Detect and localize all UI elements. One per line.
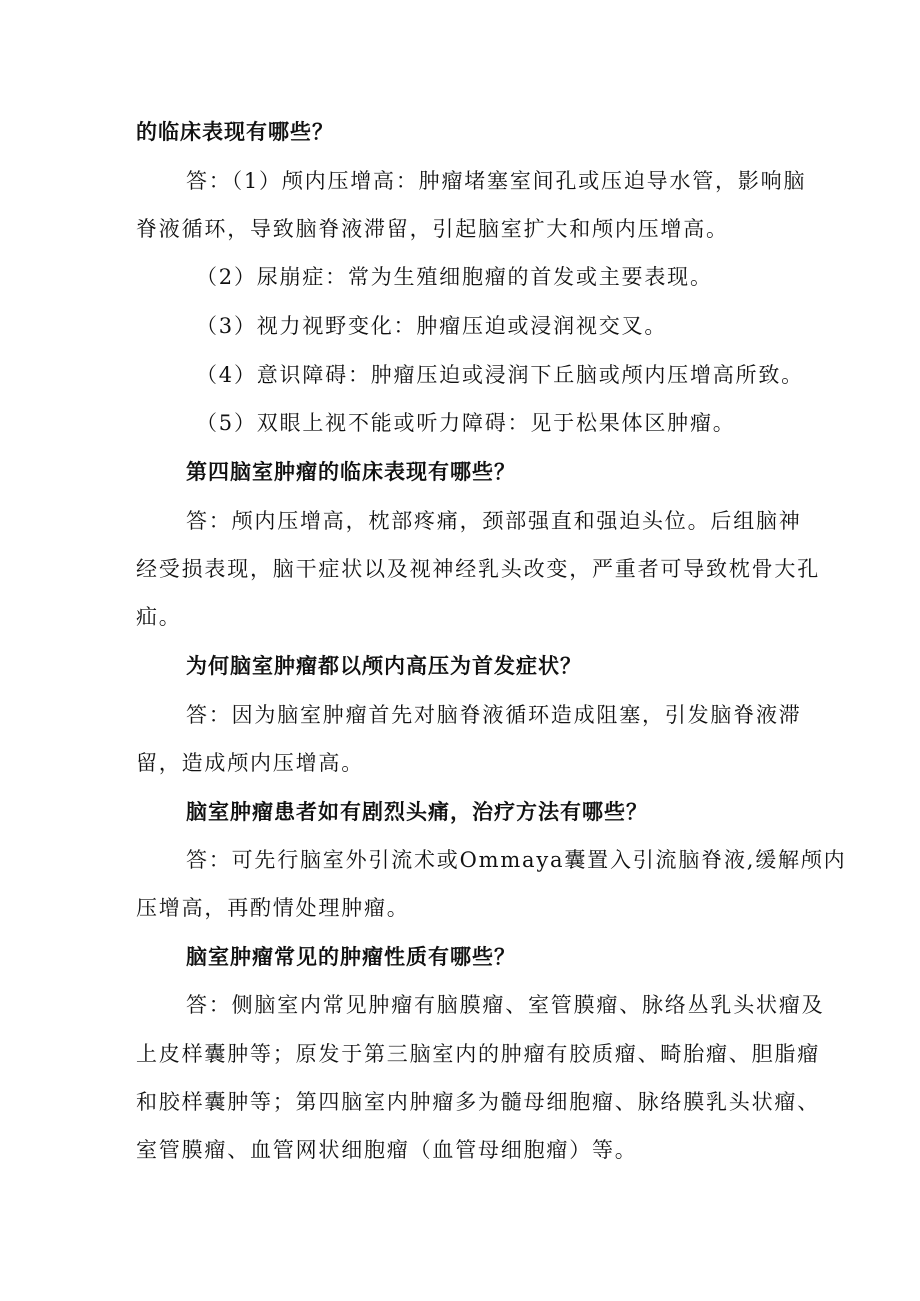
answer-paragraph: 室管膜瘤、血管网状细胞瘤（血管母细胞瘤）等。 <box>136 1138 638 1162</box>
question-heading: 为何脑室肿瘤都以颅内高压为首发症状？ <box>186 654 582 678</box>
answer-paragraph: 答：（1）颅内压增高：肿瘤堵塞室间孔或压迫导水管，影响脑 <box>186 169 807 193</box>
list-item: （2）尿崩症：常为生殖细胞瘤的首发或主要表现。 <box>196 265 713 289</box>
answer-paragraph: 压增高，再酌情处理肿瘤。 <box>136 896 410 920</box>
question-heading: 第四脑室肿瘤的临床表现有哪些？ <box>186 460 516 484</box>
answer-paragraph: 留，造成颅内压增高。 <box>136 751 364 775</box>
answer-paragraph: 上皮样囊肿等；原发于第三脑室内的肿瘤有胶质瘤、畸胎瘤、胆脂瘤 <box>136 1042 820 1066</box>
question-heading: 的临床表现有哪些？ <box>136 120 334 144</box>
list-item: （4）意识障碍：肿瘤压迫或浸润下丘脑或颅内压增高所致。 <box>196 363 804 387</box>
answer-paragraph: 答：颅内压增高，枕部疼痛，颈部强直和强迫头位。后组脑神 <box>186 509 802 533</box>
answer-paragraph: 脊液循环，导致脑脊液滞留，引起脑室扩大和颅内压增高。 <box>136 217 729 241</box>
answer-paragraph: 疝。 <box>136 605 182 629</box>
list-item: （5）双眼上视不能或听力障碍：见于松果体区肿瘤。 <box>196 411 736 435</box>
answer-paragraph: 答：因为脑室肿瘤首先对脑脊液循环造成阻塞，引发脑脊液滞 <box>186 703 802 727</box>
answer-paragraph: 答：侧脑室内常见肿瘤有脑膜瘤、室管膜瘤、脉络丛乳头状瘤及 <box>186 993 825 1017</box>
question-heading: 脑室肿瘤患者如有剧烈头痛，治疗方法有哪些？ <box>186 800 648 824</box>
answer-paragraph: 答：可先行脑室外引流术或Ommaya囊置入引流脑脊液,缓解颅内 <box>186 848 847 872</box>
answer-paragraph: 和胶样囊肿等；第四脑室内肿瘤多为髓母细胞瘤、脉络膜乳头状瘤、 <box>136 1090 820 1114</box>
answer-paragraph: 经受损表现，脑干症状以及视神经乳头改变，严重者可导致枕骨大孔 <box>136 557 820 581</box>
list-item: （3）视力视野变化：肿瘤压迫或浸润视交叉。 <box>196 314 668 338</box>
question-heading: 脑室肿瘤常见的肿瘤性质有哪些？ <box>186 945 516 969</box>
